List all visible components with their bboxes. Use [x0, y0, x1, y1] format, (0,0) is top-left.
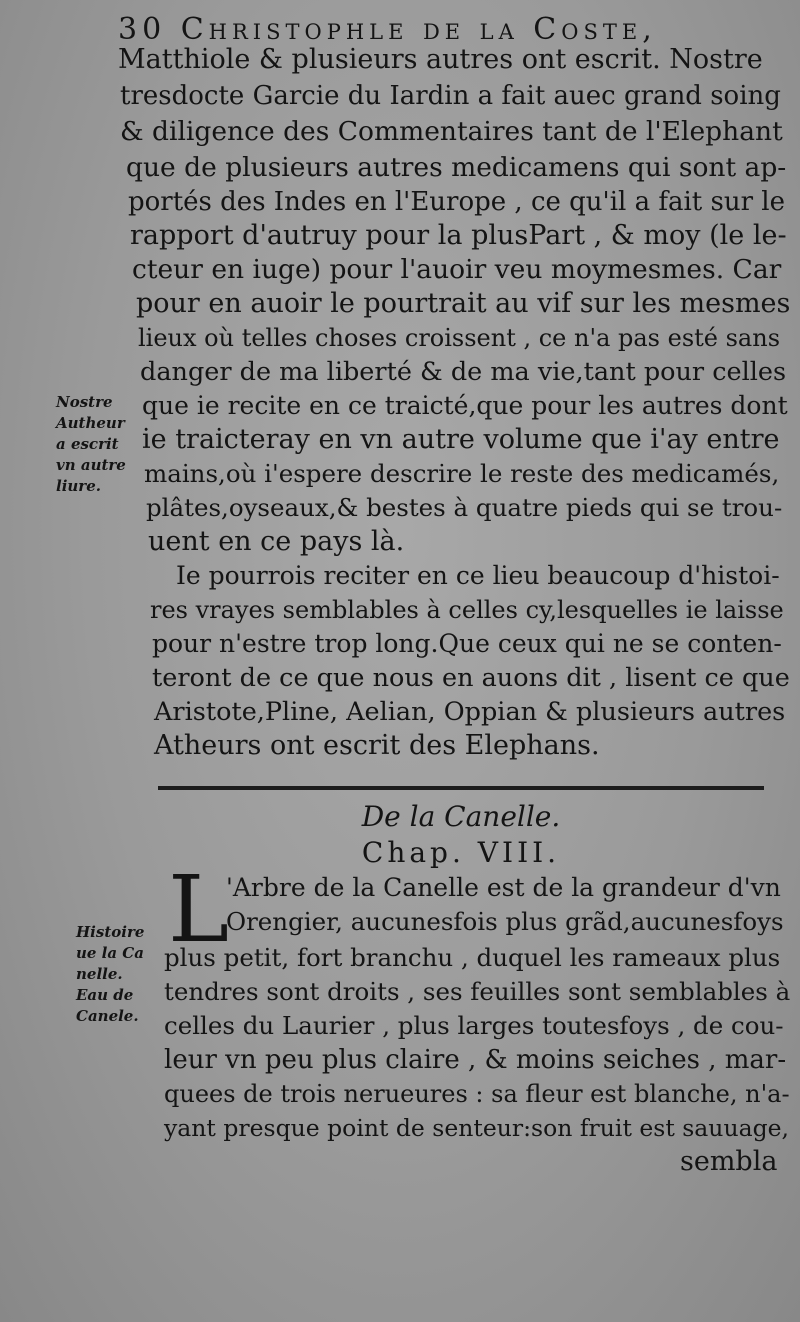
- text-line: leur vn peu plus claire , & moins seiches , mar-: [164, 1045, 787, 1075]
- margin-line: Histoire: [76, 923, 145, 941]
- text-line: ie traicteray en vn autre volume que i'ay entre: [142, 424, 780, 455]
- text-line: 'Arbre de la Canelle est de la grandeur d'vn: [226, 873, 781, 902]
- text-line: uent en ce pays là.: [148, 526, 405, 557]
- text-line: rapport d'autruy pour la plusPart , & moy (le le-: [130, 220, 787, 251]
- margin-line: liure.: [56, 477, 101, 495]
- margin-line: ue la Ca: [76, 944, 144, 962]
- text-line: Orengier, aucunesfois plus grãd,aucunesfoys: [226, 907, 784, 936]
- text-line: celles du Laurier , plus larges toutesfoys , de cou-: [164, 1011, 784, 1040]
- margin-note-2: [76, 922, 144, 1027]
- margin-line: a escrit: [56, 435, 119, 453]
- text-line: danger de ma liberté & de ma vie,tant pour celles: [140, 357, 787, 387]
- margin-note-1: [56, 392, 126, 497]
- text-line: sembla: [680, 1146, 778, 1177]
- text-line: tresdocte Garcie du Iardin a fait auec grand soing: [120, 81, 781, 111]
- chapter-heading: Chap. VIII.: [361, 836, 561, 869]
- text-line: quees de trois nerueures : sa fleur est blanche, n'a-: [164, 1080, 790, 1108]
- text-line: portés des Indes en l'Europe , ce qu'il a fait sur le: [128, 187, 785, 217]
- margin-line: nelle.: [76, 965, 123, 983]
- text-line: yant presque point de senteur:son fruit est sauuage,: [164, 1114, 790, 1142]
- text-line: Matthiole & plusieurs autres ont escrit. Nostre: [118, 44, 763, 75]
- text-line: res vrayes semblables à celles cy,lesquelles ie laisse: [150, 596, 784, 624]
- text-line: pour en auoir le pourtrait au vif sur les mesmes: [136, 288, 791, 319]
- text-line: lieux où telles choses croissent , ce n'a pas esté sans: [138, 324, 781, 352]
- text-line: Aristote,Pline, Aelian, Oppian & plusieurs autres: [154, 697, 786, 727]
- text-line: teront de ce que nous en auons dit , lisent ce que: [152, 663, 790, 693]
- text-line: mains,où i'espere descrire le reste des medicamés,: [144, 459, 780, 488]
- section-divider: [158, 786, 764, 790]
- text-line: Atheurs ont escrit des Elephans.: [154, 730, 600, 761]
- text-line: que de plusieurs autres medicamens qui sont ap-: [126, 152, 787, 183]
- section-title: De la Canelle.: [361, 800, 561, 833]
- margin-line: Nostre: [56, 393, 113, 411]
- drop-cap: L: [168, 856, 230, 963]
- text-line: que ie recite en ce traicté,que pour les autres dont: [142, 391, 788, 420]
- margin-line: Canele.: [76, 1007, 139, 1025]
- text-line: cteur en iuge) pour l'auoir veu moymesmes. Car: [132, 254, 782, 285]
- text-line: Ie pourrois reciter en ce lieu beaucoup d'histoi-: [176, 561, 780, 590]
- text-line: tendres sont droits , ses feuilles sont semblables à: [164, 977, 791, 1006]
- running-head: 30 Christophle de la Coste,: [118, 12, 657, 47]
- margin-line: Eau de: [76, 986, 134, 1004]
- text-line: plâtes,oyseaux,& bestes à quatre pieds qui se trou-: [146, 493, 783, 522]
- text-line: & diligence des Commentaires tant de l'Elephant: [120, 116, 783, 147]
- text-line: pour n'estre trop long.Que ceux qui ne se conten-: [152, 629, 782, 658]
- margin-line: vn autre: [56, 456, 126, 474]
- margin-line: Autheur: [56, 414, 125, 432]
- text-line: plus petit, fort branchu , duquel les rameaux plus: [164, 943, 781, 972]
